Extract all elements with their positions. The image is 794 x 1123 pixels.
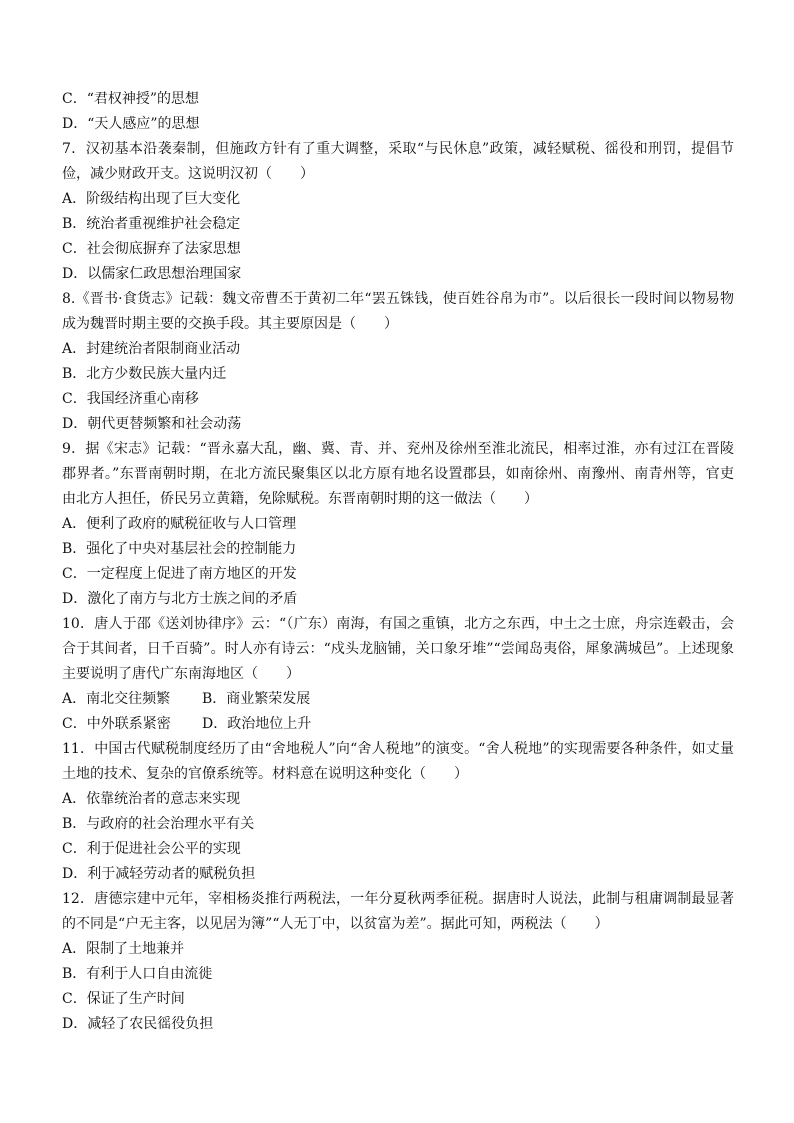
option-b: B．有利于人口自由流徙: [62, 966, 213, 982]
option-row-2: [62, 712, 734, 737]
option-a: A．阶级结构出现了巨大变化: [62, 191, 241, 207]
option-d: D．以儒家仁政思想治理国家: [62, 266, 242, 282]
option-c: C．社会彻底摒弃了法家思想: [62, 241, 241, 257]
option-c: C．一定程度上促进了南方地区的开发: [62, 566, 297, 582]
question-9: [62, 437, 734, 612]
option-b: B．商业繁荣发展: [202, 691, 311, 707]
option-a: A．南北交往频繁: [62, 691, 171, 707]
question-7: [62, 137, 734, 287]
option-d: D．利于减轻劳动者的赋税负担: [62, 866, 256, 882]
question-stem: 8.《晋书·食货志》记载：魏文帝曹丕于黄初二年“罢五铢钱，使百姓谷帛为市”。以后很长一段时间以物易物成为魏晋时期主要的交换手段。其主要原因是（ ）: [62, 291, 734, 332]
option-a: A．限制了土地兼并: [62, 941, 185, 957]
question-stem: 11．中国古代赋税制度经历了由“舍地税人”向“舍人税地”的演变。“舍人税地”的实现需要各种条件，如丈量土地的技术、复杂的官僚系统等。材料意在说明这种变化（ ）: [62, 741, 734, 782]
option-a: A．依靠统治者的意志来实现: [62, 791, 241, 807]
question-stem: 9．据《宋志》记载：“晋永嘉大乱，幽、冀、青、并、兖州及徐州至淮北流民，相率过淮，亦有过江在晋陵郡界者。”东晋南朝时期，在北方流民聚集区以北方原有地名设置郡县，如南徐州、南豫州、南青州等，官吏由北方人担任，侨民另立黄籍，免除赋税。东晋南朝时期的这一做法（ ）: [62, 441, 734, 507]
option-b: B．北方少数民族大量内迁: [62, 366, 227, 382]
question-10: [62, 612, 734, 737]
question-12: [62, 887, 734, 1037]
option-a: A．便利了政府的赋税征收与人口管理: [62, 516, 297, 532]
option-c-q6: C．“君权神授”的思想: [62, 91, 200, 107]
question-stem: 10．唐人于邵《送刘协律序》云：“（广东）南海，有国之重镇，北方之东西，中土之士庶，舟宗连毂击，会合于其间者，日千百骑”。时人亦有诗云：“戍头龙脑铺，关口象牙堆”“尝闻岛夷俗，犀象满城邑”。上述现象主要说明了唐代广东南海地区（ ）: [62, 616, 734, 682]
option-c: C．我国经济重心南移: [62, 391, 199, 407]
option-row-1: [62, 687, 734, 712]
option-b: B．统治者重视维护社会稳定: [62, 216, 241, 232]
option-d: D．激化了南方与北方士族之间的矛盾: [62, 591, 298, 607]
option-b: B．与政府的社会治理水平有关: [62, 816, 255, 832]
option-c: C．中外联系紧密: [62, 716, 171, 732]
option-a: A．封建统治者限制商业活动: [62, 341, 241, 357]
option-b: B．强化了中央对基层社会的控制能力: [62, 541, 297, 557]
option-d: D．减轻了农民徭役负担: [62, 1016, 214, 1032]
exam-page: [62, 87, 734, 1037]
question-11: [62, 737, 734, 887]
question-stem: 12．唐德宗建中元年，宰相杨炎推行两税法，一年分夏秋两季征税。据唐时人说法，此制与租庸调制最显著的不同是“户无主客，以见居为簿”“人无丁中，以贫富为差”。据此可知，两税法（ ）: [62, 891, 734, 932]
option-d-q6: D．“天人感应”的思想: [62, 116, 200, 132]
option-c: C．保证了生产时间: [62, 991, 185, 1007]
option-d: D．朝代更替频繁和社会动荡: [62, 416, 242, 432]
question-stem: 7．汉初基本沿袭秦制，但施政方针有了重大调整，采取“与民休息”政策，减轻赋税、徭役和刑罚，提倡节俭，减少财政开支。这说明汉初（ ）: [62, 141, 734, 182]
option-c: C．利于促进社会公平的实现: [62, 841, 241, 857]
option-d: D．政治地位上升: [202, 716, 312, 732]
question-8: [62, 287, 734, 437]
